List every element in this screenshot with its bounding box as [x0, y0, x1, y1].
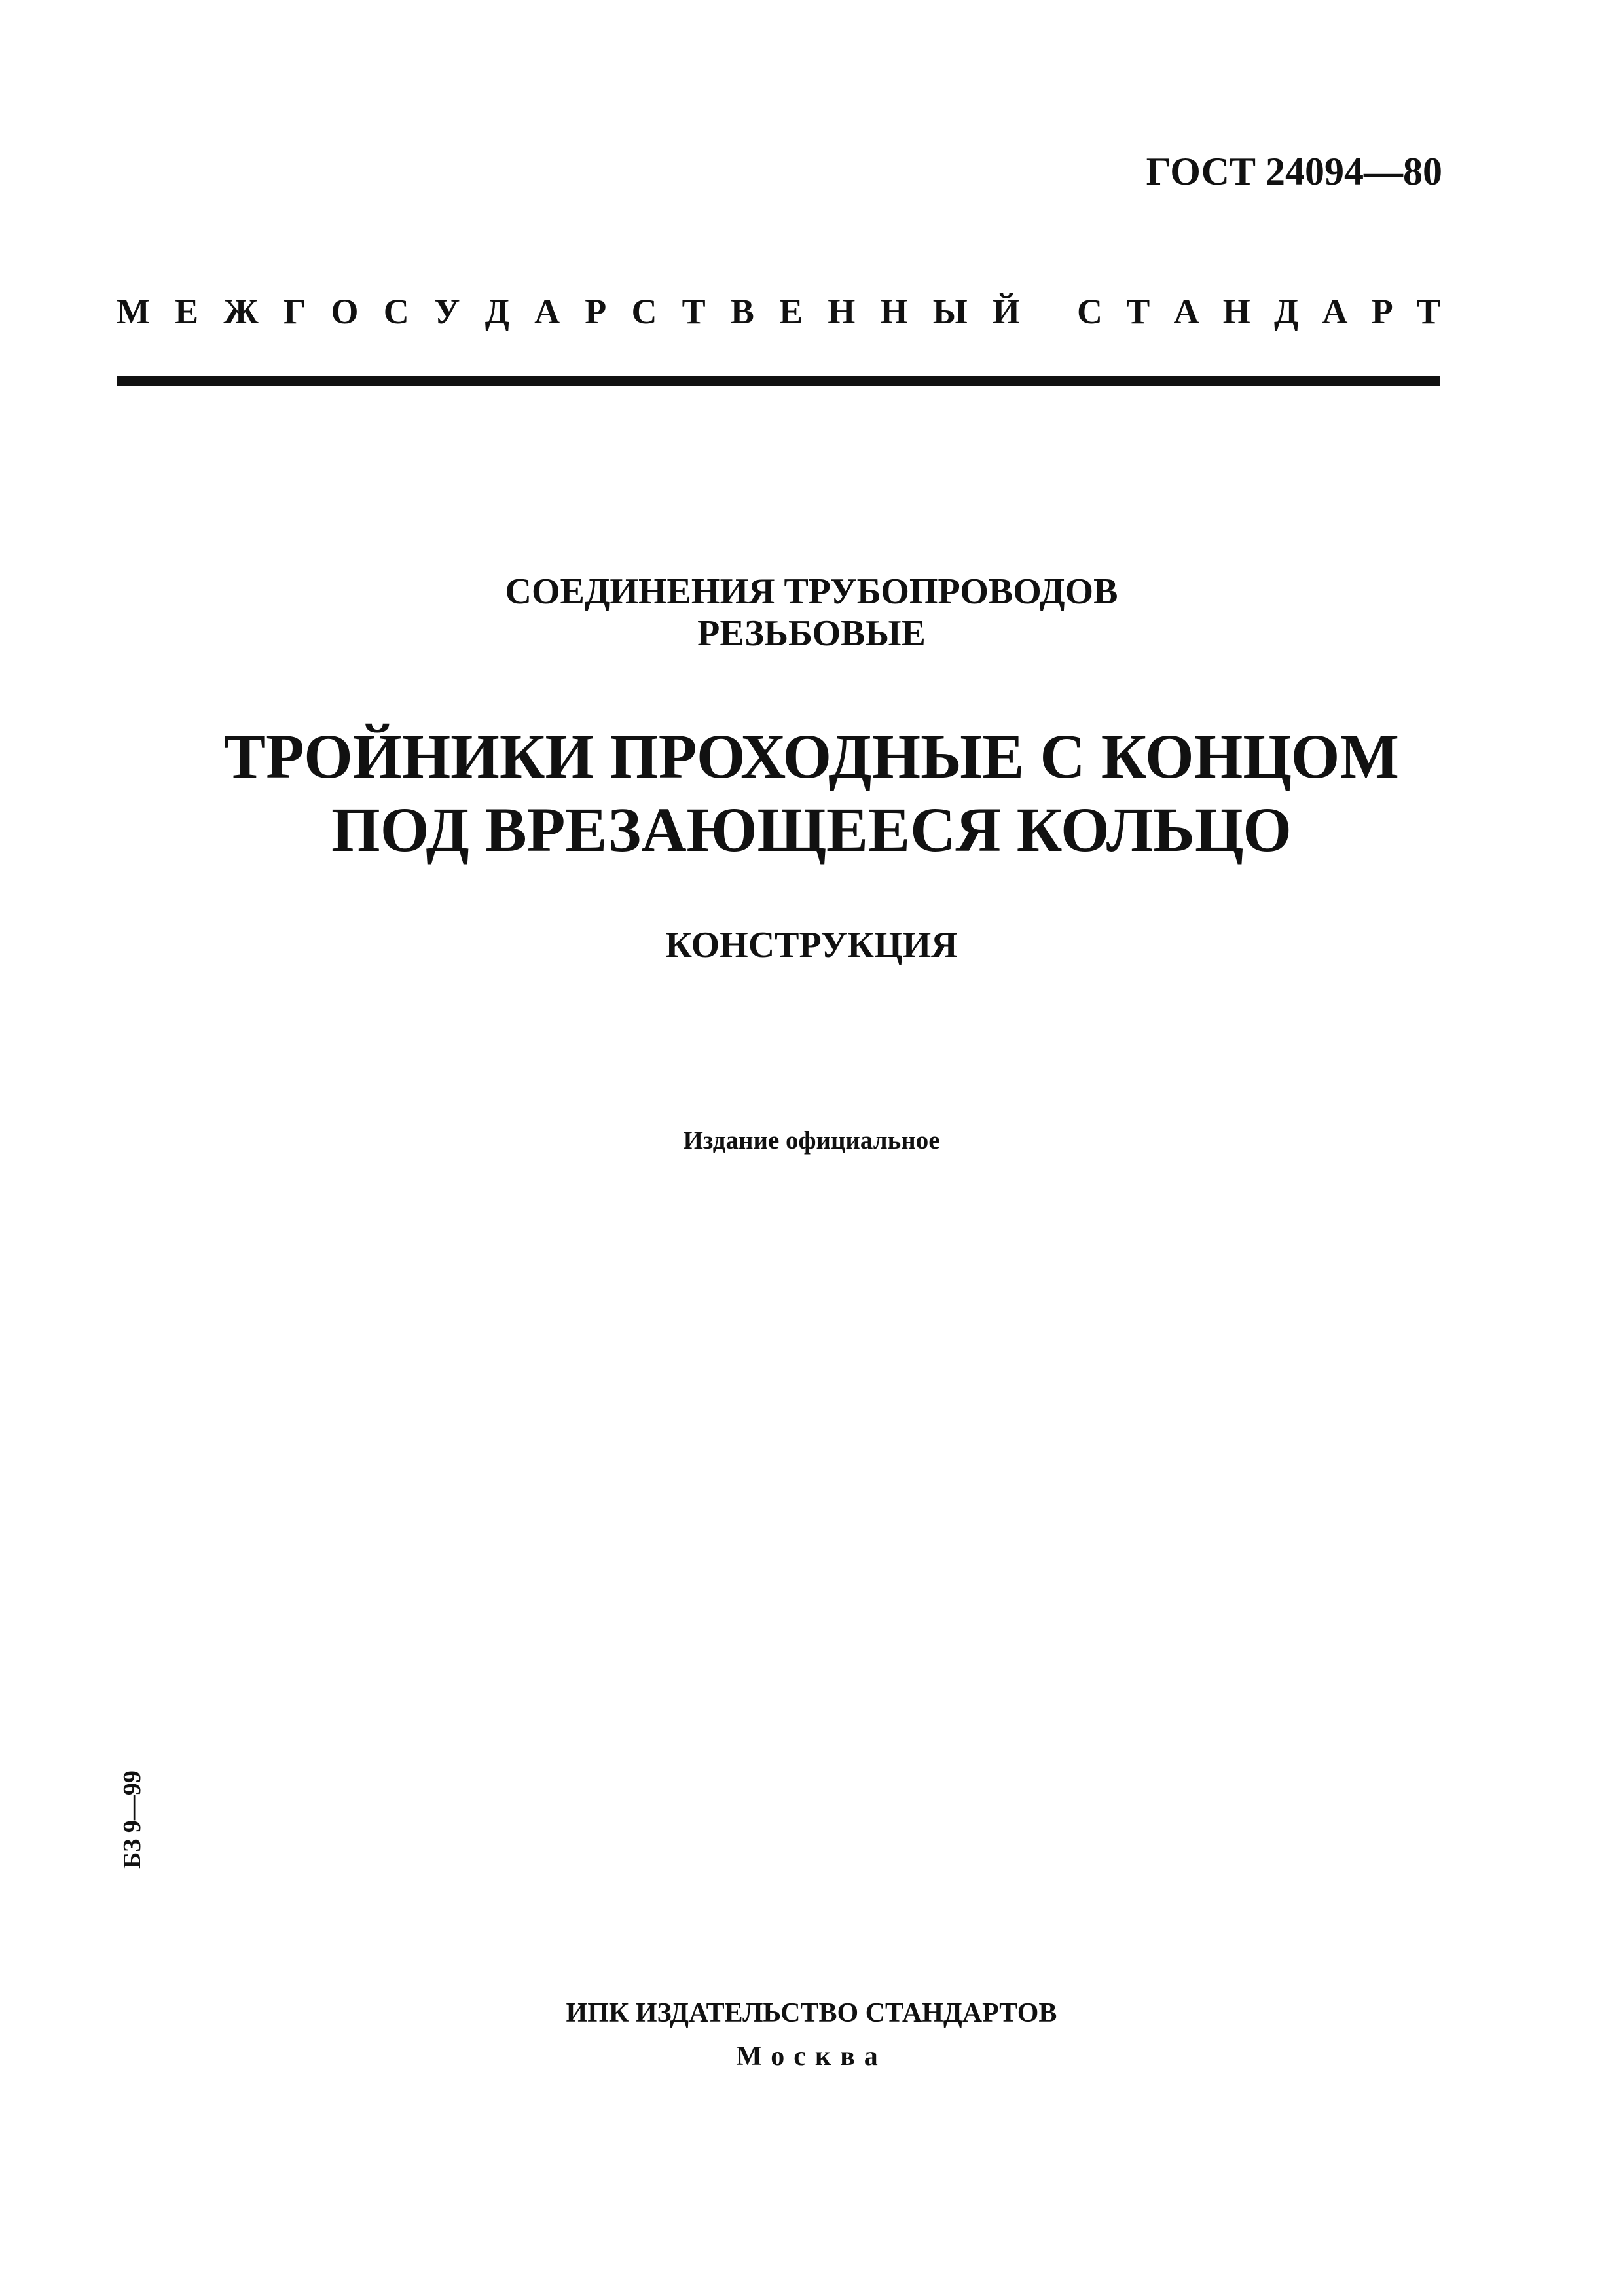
- edition-label: Издание официальное: [683, 1126, 940, 1155]
- subject-line-1: СОЕДИНЕНИЯ ТРУБОПРОВОДОВ: [505, 571, 1118, 612]
- header-letter: Н: [1222, 292, 1250, 331]
- header-word-standard: [1077, 291, 1440, 332]
- header-word-interstate: [117, 291, 1020, 332]
- document-part: КОНСТРУКЦИЯ: [665, 925, 958, 965]
- header-letter: Р: [1371, 292, 1393, 331]
- header-letter: Й: [992, 292, 1020, 331]
- standard-type-header: [117, 291, 1440, 332]
- header-letter: О: [331, 292, 359, 331]
- document-subject: [0, 571, 1623, 655]
- header-letter: Ы: [932, 292, 968, 331]
- header-letter: Т: [1126, 292, 1150, 331]
- header-letter: С: [631, 292, 657, 331]
- header-rule: [117, 376, 1440, 386]
- header-letter: А: [534, 292, 560, 331]
- header-letter: В: [730, 292, 754, 331]
- side-code: БЗ 9—99: [119, 1770, 146, 1869]
- header-letter: Т: [682, 292, 706, 331]
- header-letter: А: [1322, 292, 1348, 331]
- document-title: [0, 720, 1623, 867]
- header-letter: Н: [880, 292, 908, 331]
- title-line-1: ТРОЙНИКИ ПРОХОДНЫЕ С КОНЦОМ: [224, 721, 1399, 791]
- header-letter: Т: [1416, 292, 1440, 331]
- publisher-name: ИПК ИЗДАТЕЛЬСТВО СТАНДАРТОВ: [566, 1998, 1057, 2028]
- header-letter: М: [117, 292, 150, 331]
- header-letter: Е: [779, 292, 803, 331]
- header-letter: Н: [828, 292, 856, 331]
- header-letter: Д: [1274, 292, 1299, 331]
- subject-line-2: РЕЗЬБОВЫЕ: [697, 613, 926, 654]
- title-line-2: ПОД ВРЕЗАЮЩЕЕСЯ КОЛЬЦО: [331, 795, 1292, 865]
- header-letter: У: [433, 292, 460, 331]
- header-letter: Р: [585, 292, 607, 331]
- header-letter: А: [1173, 292, 1199, 331]
- header-letter: Ж: [223, 292, 259, 331]
- header-letter: С: [383, 292, 409, 331]
- publisher-city: Москва: [736, 2041, 887, 2072]
- standard-number: ГОСТ 24094—80: [1146, 150, 1442, 193]
- header-letter: Е: [175, 292, 199, 331]
- header-letter: С: [1077, 292, 1103, 331]
- header-letter: Д: [484, 292, 509, 331]
- header-letter: Г: [283, 292, 306, 331]
